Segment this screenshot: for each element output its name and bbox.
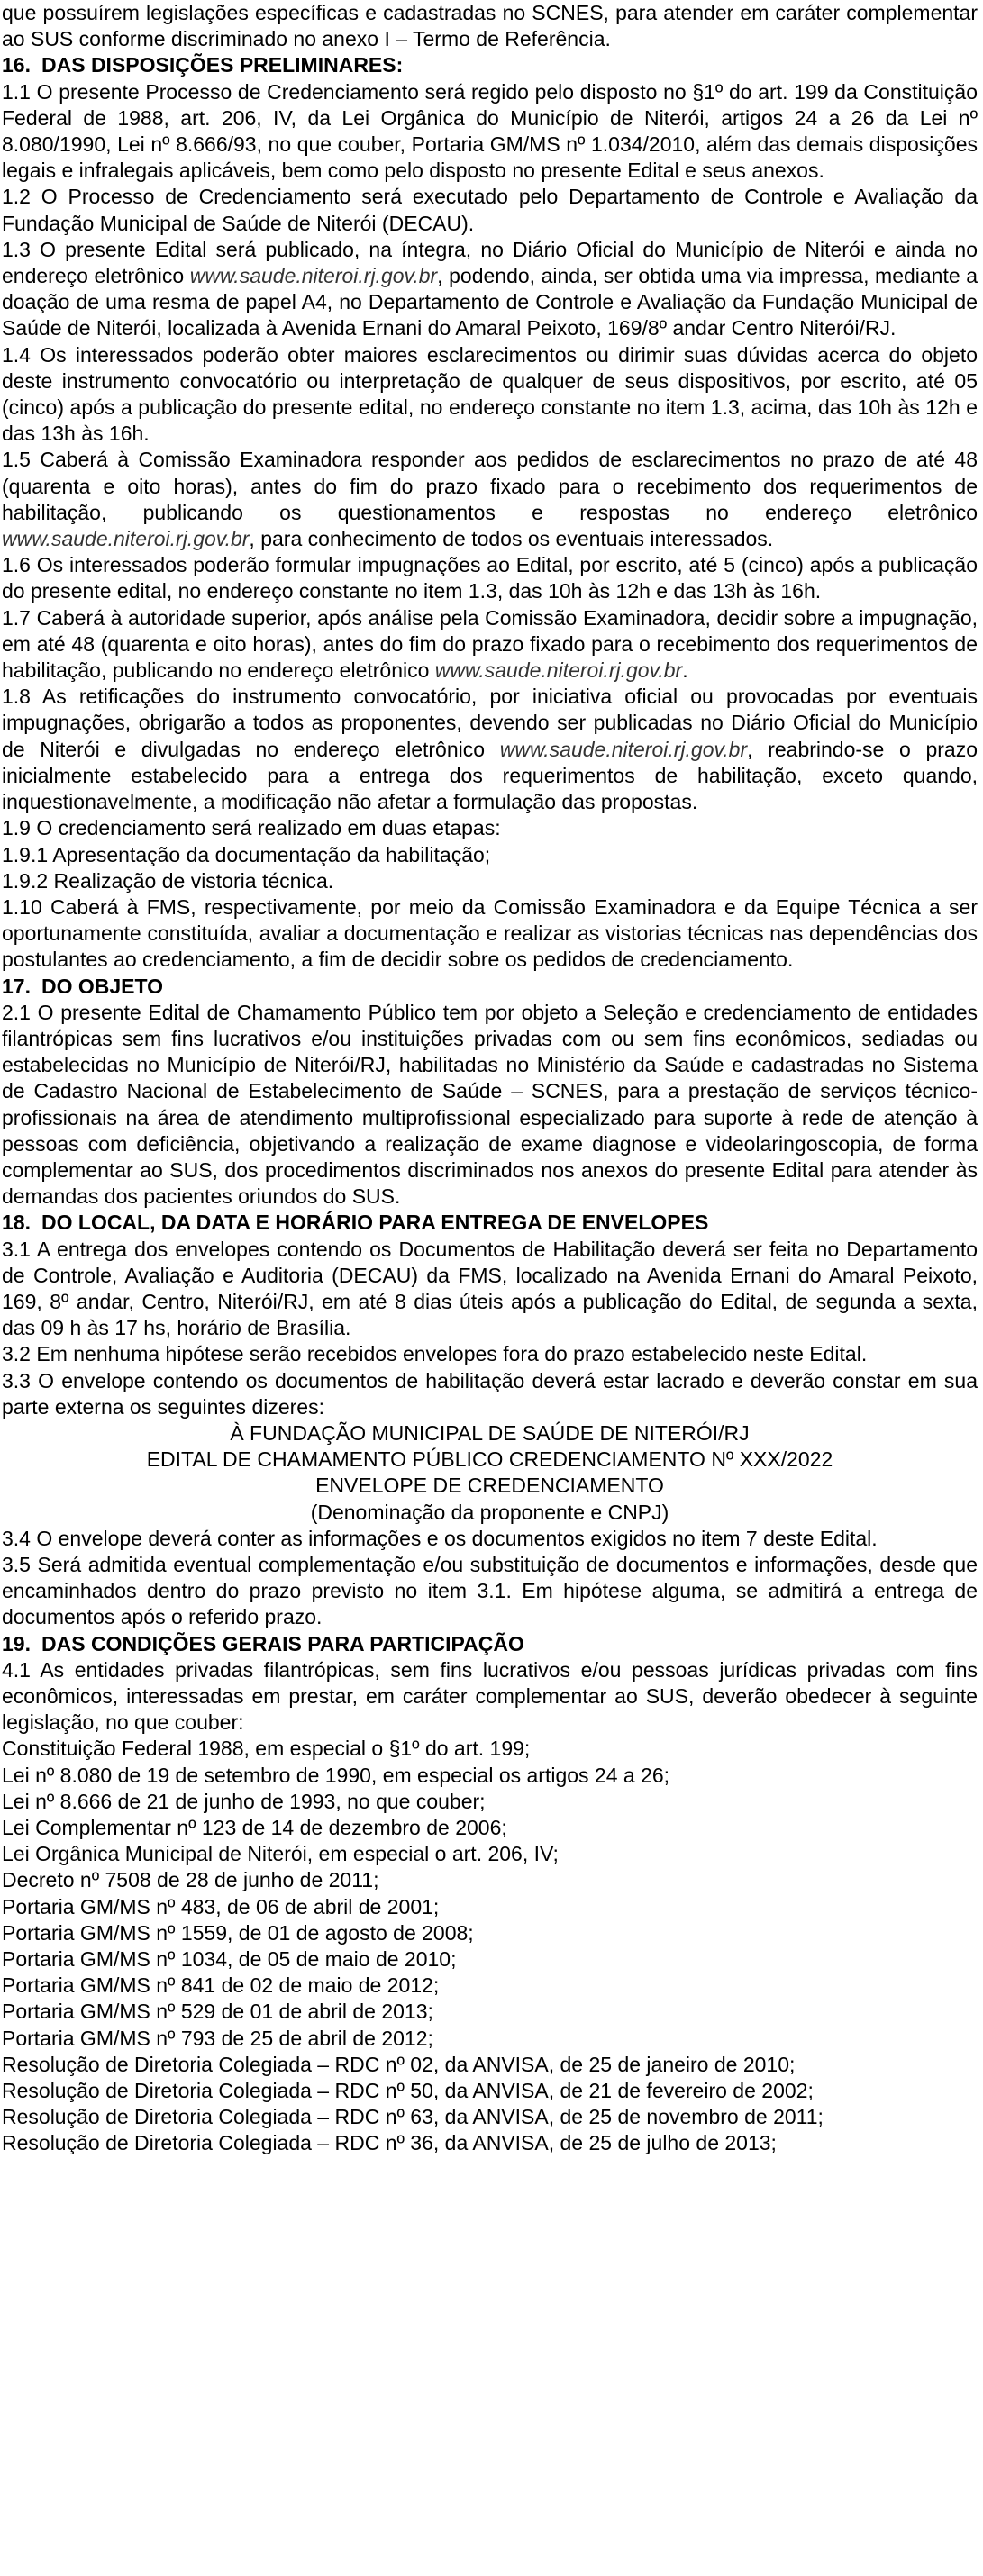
paragraph [2,79,978,185]
paragraph-text: Lei Orgânica Municipal de Niterói, em especial o art. 206, IV; [2,1842,559,1866]
paragraph [2,1552,978,1631]
envelope-label-line [2,1500,978,1526]
paragraph [2,815,978,841]
website-link[interactable]: www.saude.niteroi.rj.gov.br [434,658,683,683]
paragraph [2,605,978,685]
paragraph [2,1973,978,1999]
paragraph [2,447,978,552]
paragraph-text: (Denominação da proponente e CNPJ) [310,1500,669,1524]
paragraph [2,1999,978,2025]
envelope-label-line [2,1473,978,1499]
paragraph [2,1237,978,1342]
section-title: DO LOCAL, DA DATA E HORÁRIO PARA ENTREGA DE ENVELOPES [41,1211,709,1235]
paragraph-text: 1.1 O presente Processo de Credenciamento será regido pelo disposto no §1º do art. 199 da Constituição Federal de 1988, art. 206, IV, da Lei Orgânica do Município de Niterói, artigos 24 a 26 da Lei nº 8.080/1990, Lei nº 8.666/93, no que couber, Portaria GM/MS nº 1.034/2010, além das demais disposições legais e infralegais aplicáveis, bem como pelo disposto no presente Edital e seus anexos. [2,79,978,183]
paragraph-text: Lei nº 8.080 de 19 de setembro de 1990, em especial os artigos 24 a 26; [2,1763,670,1787]
paragraph [2,342,978,448]
paragraph [2,842,978,868]
paragraph [2,1657,978,1737]
paragraph-text: 1.8 As retificações do instrumento convocatório, por iniciativa oficial ou provocadas por eventuais impugnações, obrigarão a todos as proponentes, devendo ser publicadas no Diário Oficial do Município de Niterói e divulgadas no endereço eletrônico [2,685,978,761]
paragraph-text: 1.9 O credenciamento será realizado em duas etapas: [2,816,501,840]
paragraph [2,1000,978,1211]
paragraph-text: 1.6 Os interessados poderão formular impugnações ao Edital, por escrito, até 5 (cinco) após a publicação do presente edital, no endereço constante no item 1.3, das 10h às 12h e das 13h às 16h. [2,553,978,603]
paragraph [2,1815,978,1841]
paragraph [2,1736,978,1762]
paragraph-text: ENVELOPE DE CREDENCIAMENTO [315,1474,664,1498]
paragraph [2,1946,978,1973]
paragraph [2,894,978,974]
paragraph-text: Resolução de Diretoria Colegiada – RDC nº 02, da ANVISA, de 25 de janeiro de 2010; [2,2052,796,2076]
paragraph-text: 1.3 O presente Edital será publicado, na íntegra, no Diário Oficial do Município de Niterói e ainda no endereço eletrônico [2,237,978,288]
section-title: DAS DISPOSIÇÕES PRELIMINARES: [41,53,404,77]
paragraph-text: Resolução de Diretoria Colegiada – RDC nº 63, da ANVISA, de 25 de novembro de 2011; [2,2105,824,2129]
paragraph [2,2078,978,2104]
paragraph [2,552,978,604]
paragraph-text: Constituição Federal 1988, em especial o §1º do art. 199; [2,1737,531,1761]
paragraph [2,1789,978,1815]
paragraph [2,2026,978,2052]
paragraph [2,1763,978,1789]
paragraph-text: 1.9.2 Realização de vistoria técnica. [2,868,334,893]
paragraph-text: Decreto nº 7508 de 28 de junho de 2011; [2,1868,379,1892]
envelope-label-line [2,1447,978,1473]
paragraph-text: Portaria GM/MS nº 793 de 25 de abril de 2012; [2,2026,433,2050]
paragraph [2,684,978,815]
section-number: 17. [2,974,31,998]
paragraph-text: 3.4 O envelope deverá conter as informações e os documentos exigidos no item 7 deste Edital. [2,1526,878,1550]
paragraph [2,2052,978,2078]
paragraph [2,184,978,236]
paragraph-text: 2.1 O presente Edital de Chamamento Público tem por objeto a Seleção e credenciamento de entidades filantrópicas sem fins lucrativos e/ou instituições privadas com ou sem fins econômicos, sediadas ou estabelecidas no Município de Niterói/RJ, habilitadas no Ministério da Saúde e cadastradas no Sistema de Cadastro Nacional de Estabelecimento de Saúde – SCNES, para a prestação de serviços técnico-profissionais na área de atendimento multiprofissional especializado para suporte à rede de atenção à pessoas com deficiência, objetivando a realização de exame diagnose e videolaringoscopia, de forma complementar ao SUS, dos procedimentos discriminados nos anexos do presente Edital para atender às demandas dos pacientes oriundos do SUS. [2,1000,978,1209]
section-number: 16. [2,53,31,77]
paragraph [2,1841,978,1867]
paragraph-text: Lei nº 8.666 de 21 de junho de 1993, no que couber; [2,1789,486,1813]
envelope-label-line [2,1420,978,1447]
paragraph [2,0,978,52]
paragraph-text: , para conhecimento de todos os eventuais interessados. [249,527,774,551]
paragraph-text: , podendo, ainda, ser obtida uma via impressa, mediante a doação de uma resma de papel A4, no Departamento de Controle e Avaliação da Fundação Municipal de Saúde de Niterói, localizada à Avenida Ernani do Amaral Peixoto, 169/8º andar Centro Niterói/RJ. [2,264,978,340]
paragraph [2,1894,978,1920]
paragraph [2,2104,978,2130]
paragraph-text: 3.1 A entrega dos envelopes contendo os Documentos de Habilitação deverá ser feita no Departamento de Controle, Avaliação e Auditoria (DECAU) da FMS, localizado na Avenida Ernani do Amaral Peixoto, 169, 8º andar, Centro, Niterói/RJ, em até 8 dias úteis após a publicação do Edital, de segunda a sexta, das 09 h às 17 hs, horário de Brasília. [2,1237,978,1340]
website-link[interactable]: www.saude.niteroi.rj.gov.br [499,737,748,761]
paragraph-text: 3.5 Será admitida eventual complementação e/ou substituição de documentos e informações, desde que encaminhados dentro do prazo previsto no item 3.1. Em hipótese alguma, se admitirá a entrega de documentos após o referido prazo. [2,1552,978,1629]
section-number: 19. [2,1631,31,1655]
paragraph-text: 3.2 Em nenhuma hipótese serão recebidos envelopes fora do prazo estabelecido neste Edital. [2,1342,868,1366]
paragraph [2,1920,978,1946]
paragraph-text: Lei Complementar nº 123 de 14 de dezembro de 2006; [2,1816,507,1840]
paragraph-text: Resolução de Diretoria Colegiada – RDC nº 50, da ANVISA, de 21 de fevereiro de 2002; [2,2079,814,2103]
paragraph-text: 4.1 As entidades privadas filantrópicas, sem fins lucrativos e/ou pessoas jurídicas privadas com fins econômicos, interessadas em prestar, em caráter complementar ao SUS, deverão obedecer à seguinte legislação, no que couber: [2,1657,978,1735]
paragraph [2,1341,978,1367]
section-number: 18. [2,1211,31,1235]
paragraph-text: 1.10 Caberá à FMS, respectivamente, por meio da Comissão Examinadora e da Equipe Técnica a ser oportunamente constituída, avaliar a documentação e realizar as vistorias técnicas nas dependências dos postulantes ao credenciamento, a fim de decidir sobre os pedidos de credenciamento. [2,894,978,972]
section-heading [2,1631,978,1657]
paragraph-text: . [682,658,688,683]
section-heading [2,1210,978,1236]
paragraph [2,1526,978,1552]
website-link[interactable]: www.saude.niteroi.rj.gov.br [189,264,438,288]
paragraph-text: que possuírem legislações específicas e cadastradas no SCNES, para atender em caráter complementar ao SUS conforme discriminado no anexo I – Termo de Referência. [2,1,978,51]
paragraph-text: , reabrindo-se o prazo inicialmente estabelecido para a entrega dos requerimentos de habilitação, exceto quando, inquestionavelmente, a modificação não afetar a formulação das propostas. [2,737,978,814]
paragraph-text: Portaria GM/MS nº 841 de 02 de maio de 2012; [2,1973,440,1998]
paragraph-text: 1.7 Caberá à autoridade superior, após análise pela Comissão Examinadora, decidir sobre a impugnação, em até 48 (quarenta e oito horas), antes do fim do prazo fixado para o recebimento dos requerimentos de habilitação, publicando no endereço eletrônico [2,605,978,683]
paragraph [2,1867,978,1893]
paragraph-text: Portaria GM/MS nº 483, de 06 de abril de 2001; [2,1894,440,1918]
website-link[interactable]: www.saude.niteroi.rj.gov.br [2,527,250,551]
section-title: DO OBJETO [41,974,164,998]
paragraph [2,2130,978,2156]
paragraph-text: 3.3 O envelope contendo os documentos de habilitação deverá estar lacrado e deverão constar em sua parte externa os seguintes dizeres: [2,1368,978,1419]
paragraph-text: Resolução de Diretoria Colegiada – RDC nº 36, da ANVISA, de 25 de julho de 2013; [2,2131,777,2155]
paragraph-text: Portaria GM/MS nº 1034, de 05 de maio de 2010; [2,1947,457,1972]
section-heading [2,974,978,1000]
paragraph [2,1368,978,1420]
paragraph-text: 1.2 O Processo de Credenciamento será executado pelo Departamento de Controle e Avaliação da Fundação Municipal de Saúde de Niterói (DECAU). [2,185,978,235]
paragraph-text: Portaria GM/MS nº 1559, de 01 de agosto de 2008; [2,1920,474,1945]
paragraph-text: 1.4 Os interessados poderão obter maiores esclarecimentos ou dirimir suas dúvidas acerca do objeto deste instrumento convocatório ou interpretação de qualquer de seus dispositivos, por escrito, até 05 (cinco) após a publicação do presente edital, no endereço constante no item 1.3, acima, das 10h às 12h e das 13h às 16h. [2,342,978,446]
section-heading [2,52,978,78]
paragraph-text: À FUNDAÇÃO MUNICIPAL DE SAÚDE DE NITERÓI/RJ [230,1420,750,1445]
paragraph-text: Portaria GM/MS nº 529 de 01 de abril de 2013; [2,2000,433,2024]
paragraph [2,868,978,894]
section-title: DAS CONDIÇÕES GERAIS PARA PARTICIPAÇÃO [41,1631,524,1655]
paragraph-text: EDITAL DE CHAMAMENTO PÚBLICO CREDENCIAMENTO Nº XXX/2022 [146,1447,833,1472]
paragraph-text: 1.9.1 Apresentação da documentação da habilitação; [2,842,491,866]
paragraph [2,237,978,342]
paragraph-text: 1.5 Caberá à Comissão Examinadora responder aos pedidos de esclarecimentos no prazo de até 48 (quarenta e oito horas), antes do fim do prazo fixado para o recebimento dos requerimentos de habilitação, publicando os questionamentos e respostas no endereço eletrônico [2,448,978,524]
